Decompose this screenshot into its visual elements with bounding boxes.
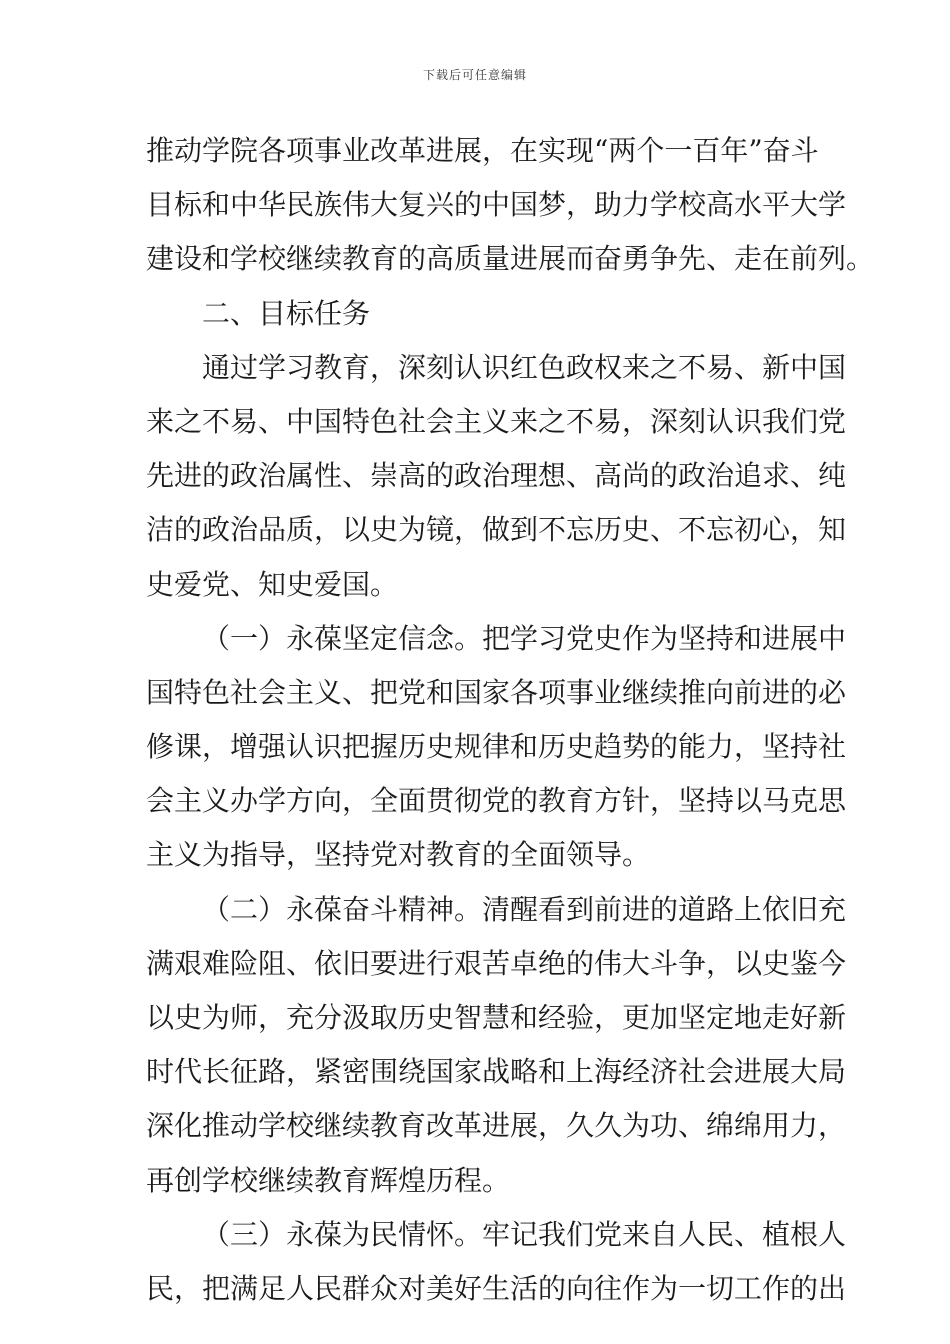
text-line: 修课，增强认识把握历史规律和历史趋势的能力，坚持社 bbox=[146, 730, 847, 764]
text-line: （一）永葆坚定信念。把学习党史作为坚持和进展中 bbox=[202, 621, 847, 655]
text-line: 主义为指导，坚持党对教育的全面领导。 bbox=[146, 838, 651, 872]
text-line: 时代长征路，紧密围绕国家战略和上海经济社会进展大局 bbox=[146, 1055, 847, 1089]
text-line: 史爱党、知史爱国。 bbox=[146, 567, 399, 601]
text-line: 满艰难险阻、依旧要进行艰苦卓绝的伟大斗争，以史鉴今 bbox=[146, 946, 847, 980]
text-line: （二）永葆奋斗精神。清醒看到前进的道路上依旧充 bbox=[202, 892, 847, 926]
text-line: 民，把满足人民群众对美好生活的向往作为一切工作的出 bbox=[146, 1271, 847, 1305]
text-line: 会主义办学方向，全面贯彻党的教育方针，坚持以马克思 bbox=[146, 784, 847, 818]
text-line: （三）永葆为民情怀。牢记我们党来自人民、植根人 bbox=[202, 1217, 847, 1251]
text-line: 来之不易、中国特色社会主义来之不易，深刻认识我们党 bbox=[146, 404, 847, 438]
text-line: 通过学习教育，深刻认识红色政权来之不易、新中国 bbox=[202, 350, 847, 384]
section-heading: 二、目标任务 bbox=[202, 296, 371, 330]
text-line: 深化推动学校继续教育改革进展，久久为功、绵绵用力， bbox=[146, 1109, 847, 1143]
page-header: 下载后可任意编辑 bbox=[422, 68, 527, 82]
text-line: 洁的政治品质，以史为镜，做到不忘历史、不忘初心，知 bbox=[146, 513, 847, 547]
text-line: 建设和学校继续教育的高质量进展而奋勇争先、走在前列。 bbox=[146, 242, 875, 276]
text-line: 推动学院各项事业改革进展，在实现“两个一百年”奋斗 bbox=[146, 134, 819, 167]
text-line: 目标和中华民族伟大复兴的中国梦，助力学校高水平大学 bbox=[146, 188, 847, 222]
text-line: 再创学校继续教育辉煌历程。 bbox=[146, 1163, 511, 1197]
text-line: 以史为师，充分汲取历史智慧和经验，更加坚定地走好新 bbox=[146, 1001, 847, 1034]
text-line: 国特色社会主义、把党和国家各项事业继续推向前进的必 bbox=[146, 675, 847, 709]
text-line: 先进的政治属性、崇高的政治理想、高尚的政治追求、纯 bbox=[146, 459, 847, 493]
document-body bbox=[146, 124, 875, 1316]
